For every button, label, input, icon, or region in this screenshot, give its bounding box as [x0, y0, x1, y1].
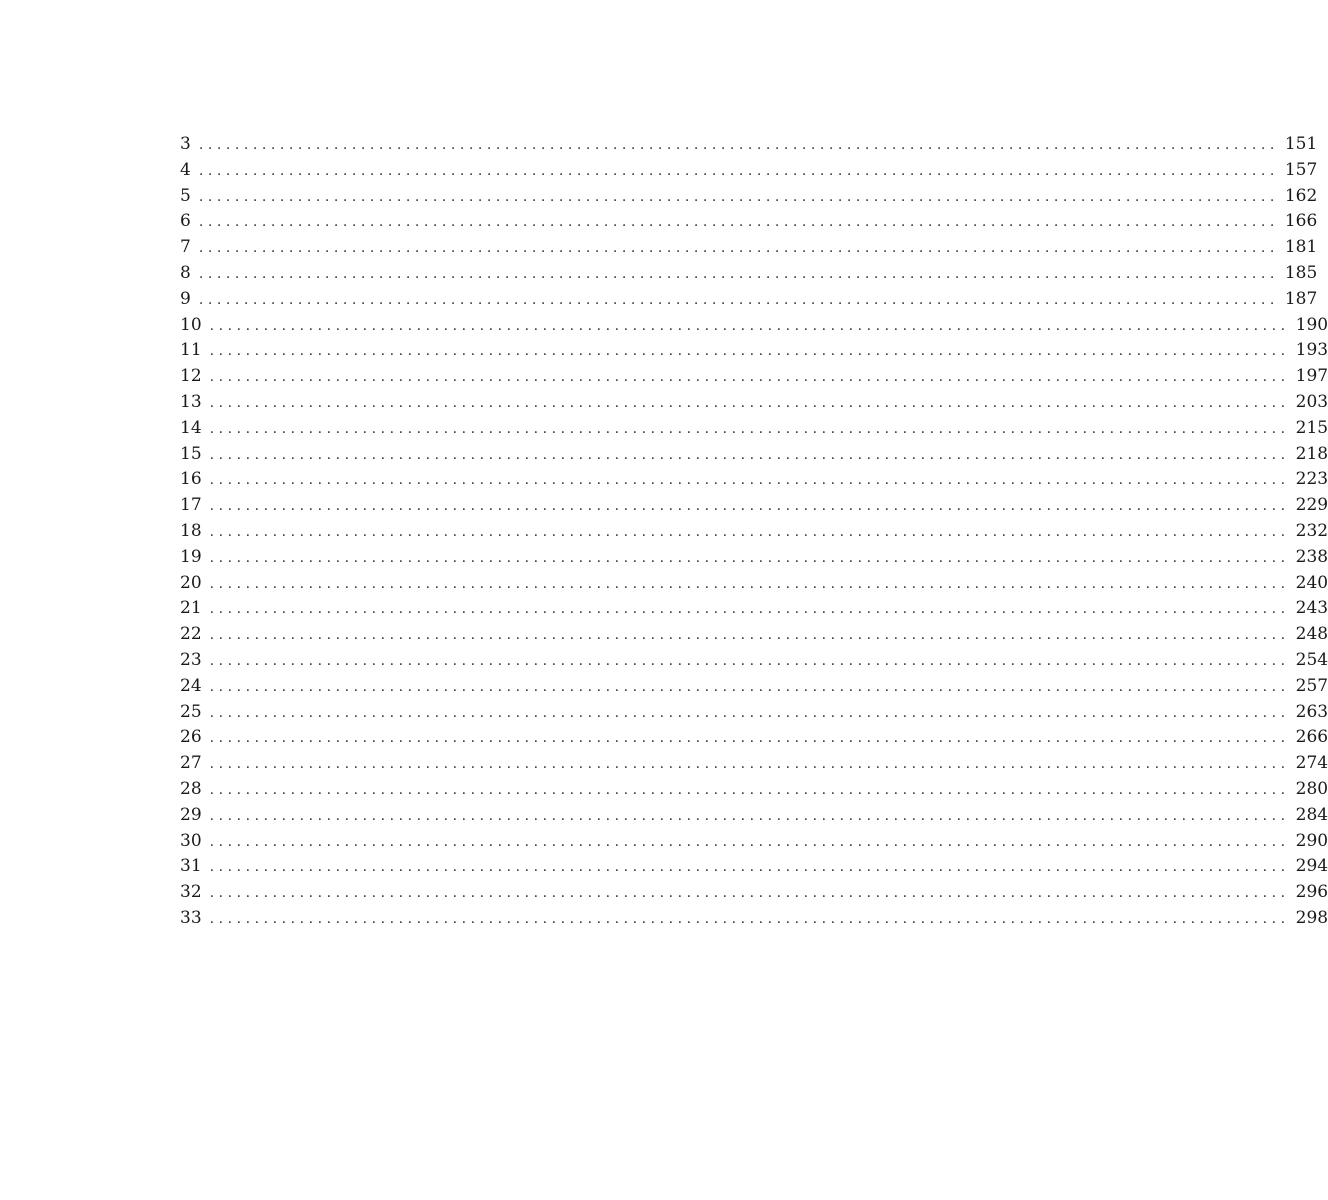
dot-leader: ........................................................................................................................: [209, 859, 1290, 876]
toc-entry-label: 30: [180, 830, 202, 851]
toc-entry-label: 29: [180, 804, 202, 825]
toc-entry-page: 232: [1295, 520, 1328, 541]
dot-leader: ........................................................................................................................: [209, 394, 1290, 411]
dot-leader: ........................................................................................................................: [209, 678, 1290, 695]
toc-entry: [180, 467, 1328, 493]
toc-entry-page: 294: [1295, 856, 1328, 877]
dot-leader: ........................................................................................................................: [209, 498, 1290, 515]
dot-leader: ........................................................................................................................: [209, 549, 1290, 566]
toc-entry: [180, 725, 1328, 751]
toc-entry: [180, 287, 1318, 313]
toc-entry-page: 298: [1295, 907, 1328, 928]
toc-entry-page: 254: [1295, 649, 1328, 670]
dot-leader: ........................................................................................................................: [209, 756, 1290, 773]
toc-entry-page: 181: [1284, 237, 1318, 258]
toc-entry: [180, 313, 1328, 339]
dot-leader: ........................................................................................................................: [209, 807, 1290, 824]
dot-leader: ........................................................................................................................: [209, 523, 1290, 540]
toc-entry-label: 27: [180, 753, 202, 774]
toc-entry: [180, 777, 1328, 803]
toc-entry: [180, 751, 1328, 777]
dot-leader: ........................................................................................................................: [209, 369, 1290, 386]
dot-leader: ........................................................................................................................: [198, 137, 1279, 153]
toc-entry: [180, 596, 1328, 622]
toc-entry-label: 28: [180, 778, 202, 799]
toc-entry-page: 296: [1295, 882, 1328, 903]
toc-entry-page: 187: [1284, 288, 1318, 309]
dot-leader: ........................................................................................................................: [209, 627, 1290, 644]
toc-entry-page: 274: [1295, 753, 1328, 774]
dot-leader: ........................................................................................................................: [209, 446, 1290, 463]
toc-entry: [180, 261, 1318, 287]
toc-entry-label: 24: [180, 675, 202, 696]
toc-entry-label: 17: [180, 495, 202, 516]
toc-entry: [180, 493, 1328, 519]
toc-entry-label: 31: [180, 856, 202, 877]
toc-entry-page: 280: [1295, 778, 1328, 799]
toc-entry-page: 240: [1295, 572, 1328, 593]
toc-entry-page: 157: [1284, 159, 1318, 180]
toc-entry: [180, 184, 1318, 210]
toc-entry-page: 185: [1284, 262, 1318, 283]
toc-entry-label: 11: [180, 340, 202, 361]
dot-leader: ........................................................................................................................: [198, 240, 1279, 257]
dot-leader: ........................................................................................................................: [198, 162, 1279, 179]
toc-entry-page: 223: [1295, 469, 1328, 490]
toc-entry: [180, 545, 1328, 571]
toc-entry-label: 3: [180, 134, 191, 154]
toc-entry-label: 32: [180, 882, 202, 903]
toc-entry-label: 18: [180, 520, 202, 541]
toc-entry-page: 263: [1295, 701, 1328, 722]
dot-leader: ........................................................................................................................: [209, 885, 1290, 902]
toc-entry: [180, 906, 1328, 932]
toc-entry-label: 21: [180, 598, 202, 619]
toc-entry: [180, 648, 1328, 674]
toc-entry-page: 248: [1295, 624, 1328, 645]
dot-leader: ........................................................................................................................: [209, 910, 1290, 927]
toc-entry-label: 5: [180, 185, 191, 206]
dot-leader: ........................................................................................................................: [209, 833, 1290, 850]
toc-entry: [180, 338, 1328, 364]
toc-entry-page: 166: [1284, 211, 1318, 232]
toc-entry: [180, 622, 1328, 648]
toc-entry-page: 193: [1295, 340, 1328, 361]
toc-entry-page: 218: [1295, 443, 1328, 464]
dot-leader: ........................................................................................................................: [209, 343, 1290, 360]
toc-entry: [180, 390, 1328, 416]
toc-entry-page: 284: [1295, 804, 1328, 825]
toc-entry: [180, 209, 1318, 235]
toc-entry-label: 19: [180, 546, 202, 567]
dot-leader: ........................................................................................................................: [198, 291, 1279, 308]
toc-entry: [180, 571, 1328, 597]
toc-entry: [180, 829, 1328, 855]
toc-entry-label: 14: [180, 417, 202, 438]
toc-entry-page: 266: [1295, 727, 1328, 748]
table-of-contents: [180, 132, 1328, 932]
dot-leader: ........................................................................................................................: [209, 420, 1290, 437]
toc-entry: [180, 132, 1318, 158]
toc-entry-label: 20: [180, 572, 202, 593]
toc-entry-page: 215: [1295, 417, 1328, 438]
toc-entry: [180, 674, 1328, 700]
toc-entry-label: 26: [180, 727, 202, 748]
toc-entry-page: 257: [1295, 675, 1328, 696]
toc-entry-label: 9: [180, 288, 191, 309]
toc-entry-label: 12: [180, 366, 202, 387]
toc-entry-label: 22: [180, 624, 202, 645]
toc-entry: [180, 803, 1328, 829]
toc-entry: [180, 158, 1318, 184]
toc-entry-label: 8: [180, 262, 191, 283]
dot-leader: ........................................................................................................................: [209, 704, 1290, 721]
toc-entry: [180, 442, 1328, 468]
toc-entry-label: 7: [180, 237, 191, 258]
toc-entry-page: 203: [1295, 391, 1328, 412]
toc-entry: [180, 519, 1328, 545]
toc-entry-label: 16: [180, 469, 202, 490]
dot-leader: ........................................................................................................................: [209, 781, 1290, 798]
toc-entry-page: 151: [1284, 134, 1318, 154]
toc-entry-page: 197: [1295, 366, 1328, 387]
toc-entry-page: 229: [1295, 495, 1328, 516]
dot-leader: ........................................................................................................................: [209, 652, 1290, 669]
dot-leader: ........................................................................................................................: [198, 188, 1279, 205]
toc-entry-label: 33: [180, 907, 202, 928]
dot-leader: ........................................................................................................................: [209, 730, 1290, 747]
toc-entry-label: 6: [180, 211, 191, 232]
toc-entry-page: 290: [1295, 830, 1328, 851]
dot-leader: ........................................................................................................................: [198, 214, 1279, 231]
dot-leader: ........................................................................................................................: [209, 575, 1290, 592]
toc-entry-label: 4: [180, 159, 191, 180]
dot-leader: ........................................................................................................................: [209, 317, 1290, 334]
toc-entry: [180, 880, 1328, 906]
toc-entry: [180, 854, 1328, 880]
toc-entry-page: 190: [1295, 314, 1328, 335]
dot-leader: ........................................................................................................................: [198, 265, 1279, 282]
dot-leader: ........................................................................................................................: [209, 601, 1290, 618]
toc-entry-label: 15: [180, 443, 202, 464]
toc-entry-label: 23: [180, 649, 202, 670]
toc-entry: [180, 235, 1318, 261]
toc-entry-page: 243: [1295, 598, 1328, 619]
toc-entry: [180, 416, 1328, 442]
dot-leader: ........................................................................................................................: [209, 472, 1290, 489]
toc-entry: [180, 700, 1328, 726]
toc-entry-page: 238: [1295, 546, 1328, 567]
toc-entry: [180, 364, 1328, 390]
toc-entry-label: 13: [180, 391, 202, 412]
toc-entry-label: 25: [180, 701, 202, 722]
toc-entry-label: 10: [180, 314, 202, 335]
toc-entry-page: 162: [1284, 185, 1318, 206]
